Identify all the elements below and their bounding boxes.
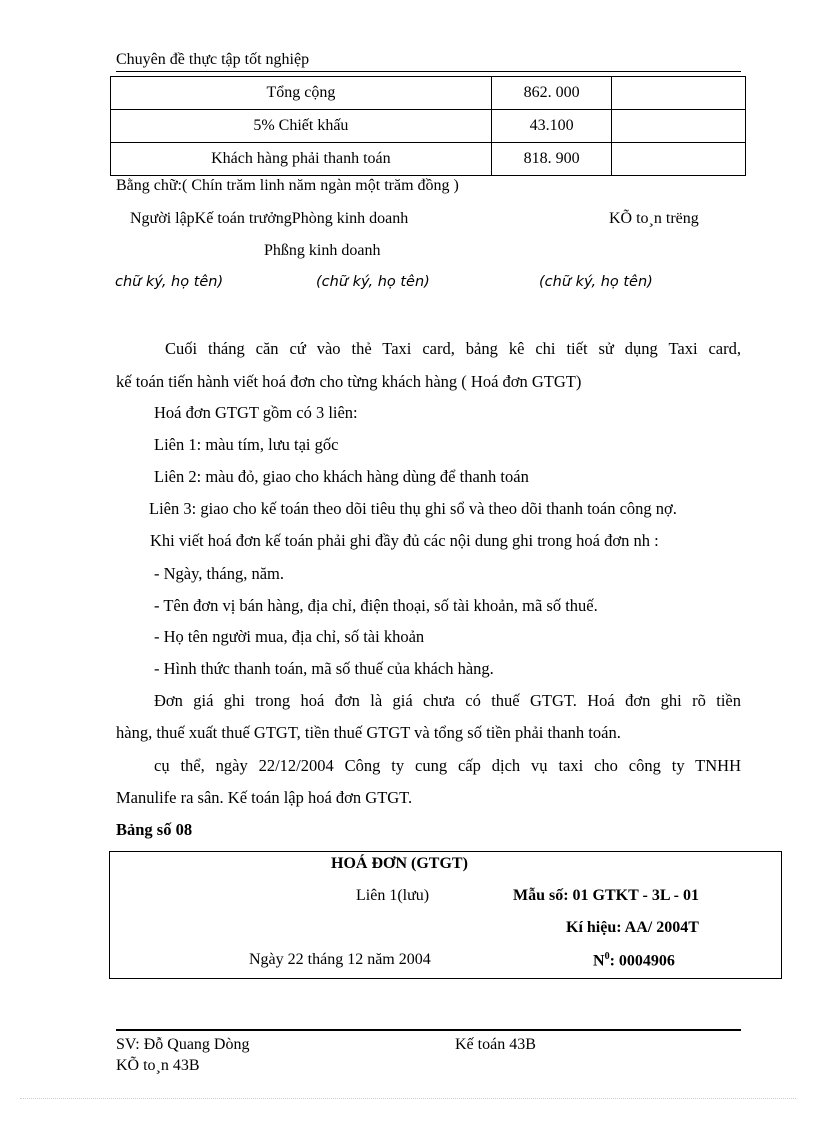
paragraph-3: Liên 1: màu tím, lưu tại gốc	[154, 435, 339, 454]
table-row	[111, 143, 746, 176]
footer-student: SV: Đỗ Quang Dòng	[116, 1036, 250, 1053]
row-value-discount: 43.100	[491, 110, 612, 143]
signature-chief-accountant: KÕ to¸n trëng	[609, 210, 699, 227]
signature-roles: Người lậpKế toán trưởngPhòng kinh doanh	[130, 210, 409, 227]
row-blank-cell	[612, 143, 746, 176]
paragraph-6: Khi viết hoá đơn kế toán phải ghi đầy đủ các nội dung ghi trong hoá đơn nh :	[150, 531, 659, 550]
bullet-2: - Tên đơn vị bán hàng, địa chỉ, điện thoại, số tài khoản, mã số thuế.	[154, 596, 598, 615]
row-label-discount: 5% Chiết khấu	[111, 110, 492, 143]
invoice-title: HOÁ ĐƠN (GTGT)	[331, 855, 468, 872]
table-row	[111, 77, 746, 110]
footer-class-2: KÕ to¸n 43B	[116, 1057, 200, 1074]
totals-table	[110, 76, 746, 176]
invoice-number-sup: 0	[604, 951, 610, 962]
invoice-copy: Liên 1(lưu)	[356, 887, 430, 904]
paragraph-4: Liên 2: màu đỏ, giao cho khách hàng dùng để thanh toán	[154, 467, 529, 486]
paragraph-2: Hoá đơn GTGT gồm có 3 liên:	[154, 403, 358, 422]
row-value-payable: 818. 900	[491, 143, 612, 176]
invoice-form-number: Mẫu số: 01 GTKT - 3L - 01	[513, 887, 699, 904]
paragraph-1-line-2: kế toán tiến hành viết hoá đơn cho từng khách hàng ( Hoá đơn GTGT)	[116, 372, 582, 391]
page-header-title: Chuyên đề thực tập tốt nghiệp	[116, 51, 310, 68]
paragraph-5: Liên 3: giao cho kế toán theo dõi tiêu thụ ghi sổ và theo dõi thanh toán công nợ.	[149, 499, 677, 518]
row-label-payable: Khách hàng phải thanh toán	[111, 143, 492, 176]
bullet-4: - Hình thức thanh toán, mã số thuế của khách hàng.	[154, 659, 494, 678]
paragraph-1-line-1: Cuối tháng căn cứ vào thẻ Taxi card, bảng kê chi tiết sử dụng Taxi card,	[165, 339, 741, 358]
page-bottom-edge	[20, 1098, 796, 1099]
invoice-number	[593, 951, 675, 970]
header-rule	[116, 71, 741, 72]
table-row	[111, 110, 746, 143]
paragraph-7-line-2: hàng, thuế xuất thuế GTGT, tiền thuế GTGT và tổng số tiền phải thanh toán.	[116, 723, 621, 742]
amount-in-words: Bằng chữ:( Chín trăm linh năm ngàn một trăm đồng )	[116, 177, 459, 194]
invoice-symbol: Kí hiệu: AA/ 2004T	[566, 919, 699, 936]
invoice-number-prefix: N	[593, 952, 605, 970]
row-blank-cell	[612, 77, 746, 110]
signature-sales-dept: Phßng kinh doanh	[264, 242, 381, 259]
paragraph-8-line-1: cụ thể, ngày 22/12/2004 Công ty cung cấp dịch vụ taxi cho công ty TNHH	[154, 756, 741, 775]
signature-note-2: (chữ ký, họ tên)	[316, 274, 430, 290]
table-caption: Bảng số 08	[116, 820, 193, 839]
row-value-total: 862. 000	[491, 77, 612, 110]
bullet-3: - Họ tên người mua, địa chỉ, số tài khoản	[154, 627, 425, 646]
footer-class: Kế toán 43B	[455, 1036, 536, 1053]
footer-rule	[116, 1029, 741, 1031]
signature-note-3: (chữ ký, họ tên)	[539, 274, 653, 290]
row-blank-cell	[612, 110, 746, 143]
paragraph-7-line-1: Đơn giá ghi trong hoá đơn là giá chưa có thuế GTGT. Hoá đơn ghi rõ tiền	[154, 691, 741, 710]
signature-note-1: chữ ký, họ tên)	[115, 274, 224, 290]
paragraph-8-line-2: Manulife ra sân. Kế toán lập hoá đơn GTGT.	[116, 788, 413, 807]
row-label-total: Tổng cộng	[111, 77, 492, 110]
invoice-date: Ngày 22 tháng 12 năm 2004	[249, 951, 431, 968]
bullet-1: - Ngày, tháng, năm.	[154, 564, 284, 583]
invoice-number-value: : 0004906	[609, 952, 675, 970]
